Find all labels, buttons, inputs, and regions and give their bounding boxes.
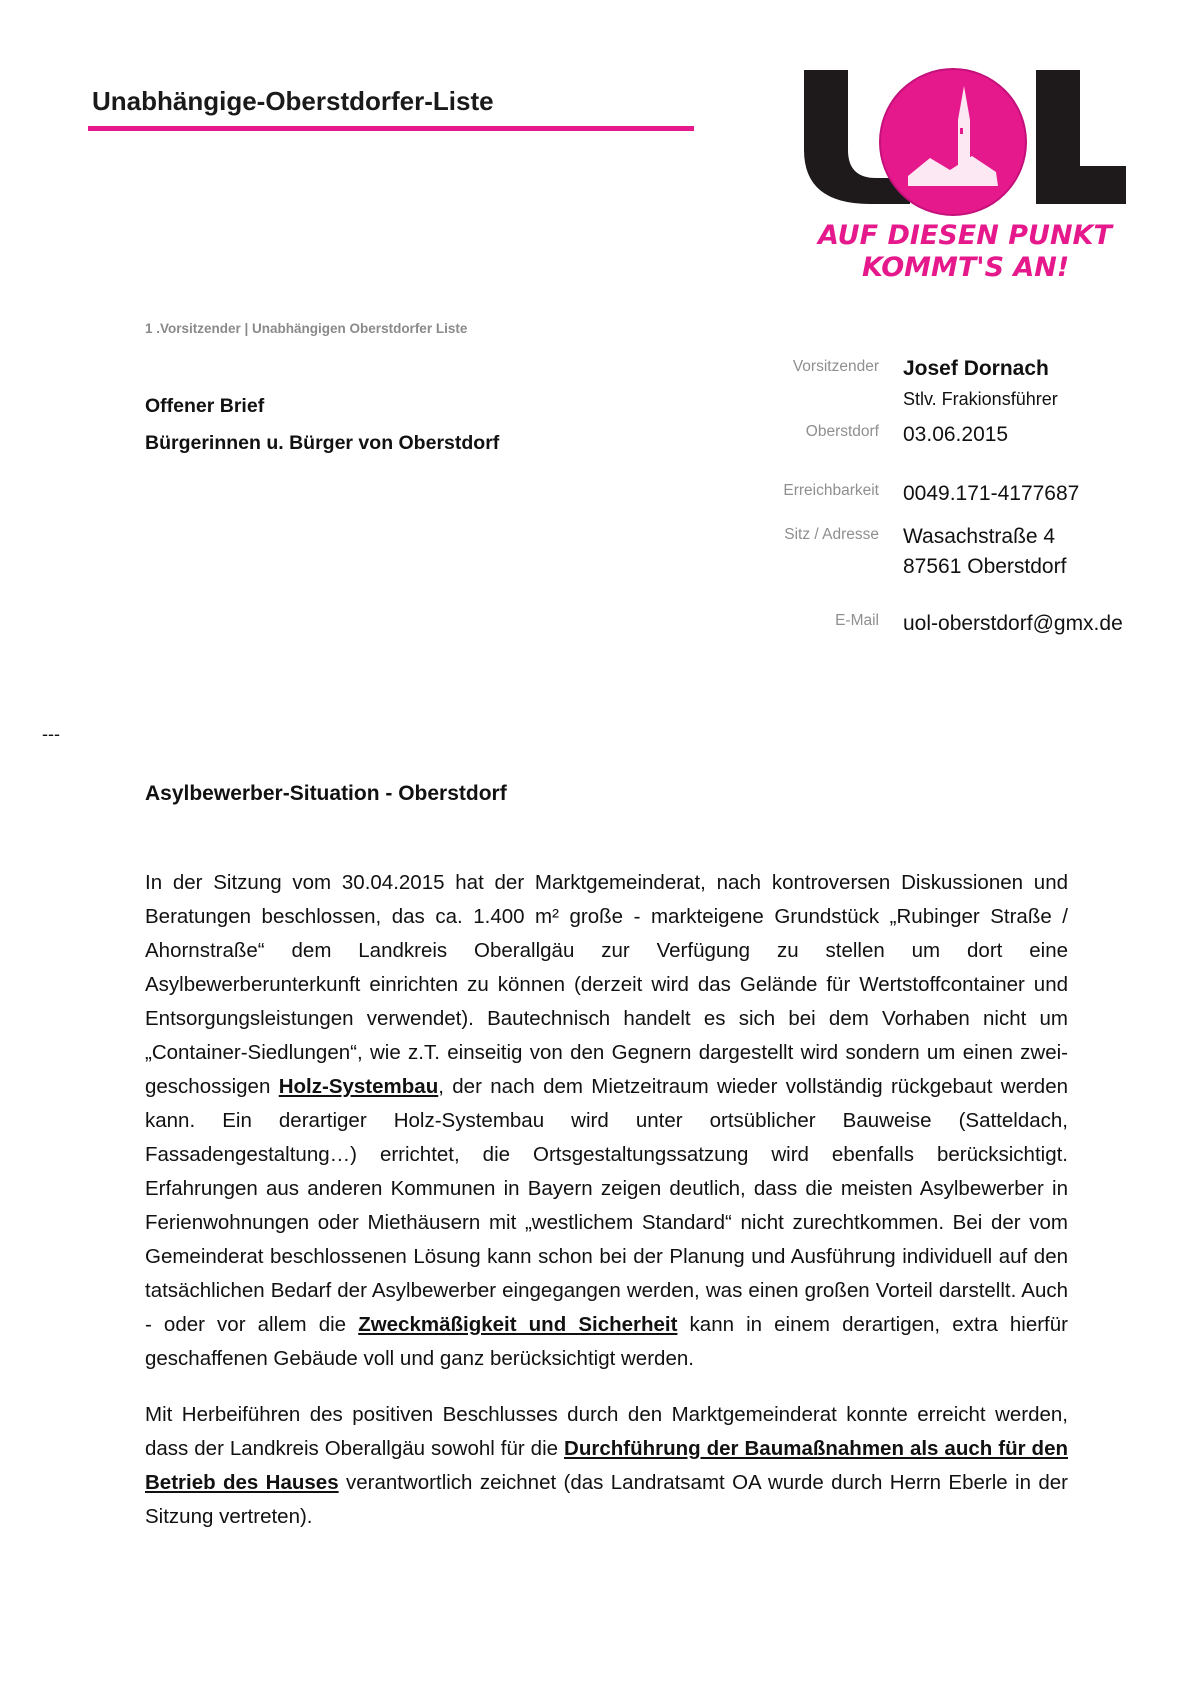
email-address: uol-oberstdorf@gmx.de xyxy=(903,612,1123,635)
chair-role: Stlv. Frakionsführer xyxy=(903,389,1058,409)
paragraph-2-text-b: verantwortlich zeichnet (das Landratsamt OA wurde durch Herrn Eberle in der Sitzung vertreten). xyxy=(145,1471,1068,1528)
emphasis-holz-systembau: Holz-Systembau xyxy=(278,1075,439,1098)
paragraph-1-text-a: In der Sitzung vom 30.04.2015 hat der Marktgemeinderat, nach kontroversen Diskussionen und Beratungen beschlossen, das ca. 1.400 m² große - markteigene Grundstück „Rubinger Straße / Ahornstraße“ dem Landkreis Oberallgäu zur Verfügung zu stellen um dort eine Asylbewerberunterkunft einrichten zu können (derzeit wird das Gelände für Wertstoffcontainer und Entsorgungsleistungen verwendet). Bautechnisch handelt es sich bei dem Vorhaben nicht um „Container-Siedlungen“, wie z.T. einseitig von den Gegnern dargestellt wird sondern um einen zwei-geschossigen xyxy=(145,871,1068,1098)
chair-label: Vorsitzender xyxy=(792,358,879,375)
place-label: Oberstdorf xyxy=(805,423,879,440)
slogan-line-2: KOMMT'S AN! xyxy=(862,252,1070,283)
slogan-line-1: AUF DIESEN PUNKT xyxy=(818,220,1112,251)
organization-title: Unabhängige-Oberstdorfer-Liste xyxy=(92,86,494,116)
paragraph-2 xyxy=(145,1398,1068,1534)
recipient-line-1: Offener Brief xyxy=(145,395,265,417)
paragraph-1-text-c: kann in einem derartigen, extra hierfür geschaffenen Gebäude voll und ganz berücksichtigt werden. xyxy=(145,1313,1068,1370)
chair-block xyxy=(903,354,1058,414)
emphasis-zweckmaessigkeit: Zweckmäßigkeit und Sicherheit xyxy=(358,1313,678,1336)
recipient-line-2: Bürgerinnen u. Bürger von Oberstdorf xyxy=(145,432,500,454)
address-label: Sitz / Adresse xyxy=(784,526,879,543)
uol-logo xyxy=(800,58,1130,290)
paragraph-1-text-b: , der nach dem Mietzeitraum wieder vollständig rückgebaut werden kann. Ein derartiger Holz-Systembau wird unter ortsüblicher Bauweise (Satteldach, Fassadengestaltung…) errichtet, die Ortsgestaltungssatzung wird ebenfalls berücksichtigt. Erfahrungen aus anderen Kommunen in Bayern zeigen deutlich, dass die meisten Asylbewerber in Ferienwohnungen oder Miethäusern mit „westlichem Standard“ nicht zurechtkommen. Bei der vom Gemeinderat beschlossenen Lösung kann schon bei der Planung und Ausführung individuell auf den tatsächlichen Bedarf der Asylbewerber eingegangen werden, was einen großen Vorteil darstellt. Auch - oder vor allem die xyxy=(145,1075,1068,1336)
address-city: 87561 Oberstdorf xyxy=(903,555,1067,578)
address-street: Wasachstraße 4 xyxy=(903,525,1056,548)
phone-label: Erreichbarkeit xyxy=(783,482,879,499)
paragraph-2-text-a: Mit Herbeiführen des positiven Beschlusses durch den Marktgemeinderat konnte erreicht werden, dass der Landkreis Oberallgäu sowohl für die xyxy=(145,1403,1068,1460)
chair-name: Josef Dornach xyxy=(903,357,1049,380)
uol-logo-graphic xyxy=(800,58,1130,290)
letter-body xyxy=(145,866,1068,1556)
emphasis-durchfuehrung: Durchführung der Baumaßnahmen als auch für den Betrieb des Hauses xyxy=(145,1437,1068,1494)
paragraph-1 xyxy=(145,866,1068,1376)
letter-subject: Asylbewerber-Situation - Oberstdorf xyxy=(145,782,507,805)
separator: --- xyxy=(42,724,60,744)
letter-date: 03.06.2015 xyxy=(903,423,1009,446)
email-label: E-Mail xyxy=(835,612,879,629)
recipient-block xyxy=(145,388,499,462)
header-rule xyxy=(88,126,694,131)
address-block xyxy=(903,522,1066,582)
phone-number: 0049.171-4177687 xyxy=(903,482,1080,505)
sender-line: 1 .Vorsitzender | Unabhängigen Oberstdorfer Liste xyxy=(145,321,468,336)
